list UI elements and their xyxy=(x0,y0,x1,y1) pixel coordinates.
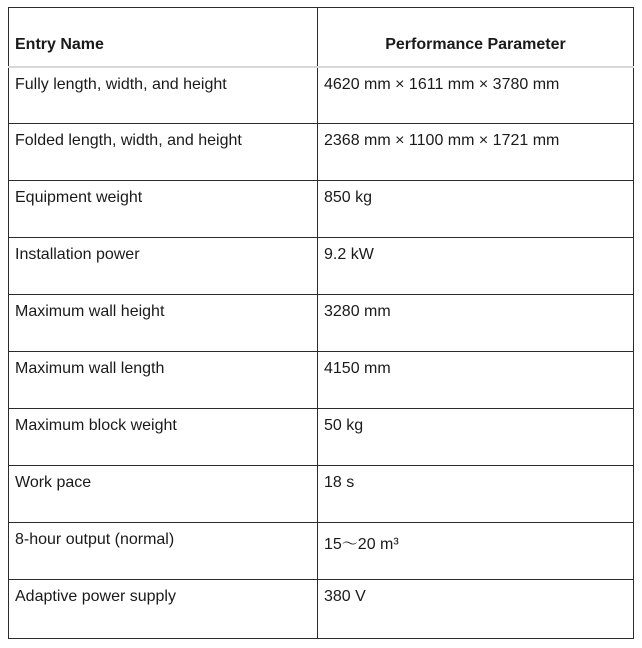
parameter-cell: 850 kg xyxy=(318,181,634,238)
entry-name-cell: Fully length, width, and height xyxy=(9,67,318,124)
parameter-cell: 18 s xyxy=(318,466,634,523)
table-row xyxy=(9,580,634,639)
table-row xyxy=(9,238,634,295)
header-row xyxy=(9,8,634,67)
entry-name-cell: Equipment weight xyxy=(9,181,318,238)
parameter-cell: 9.2 kW xyxy=(318,238,634,295)
table-row xyxy=(9,181,634,238)
entry-name-cell: Installation power xyxy=(9,238,318,295)
parameter-cell: 4620 mm × 1611 mm × 3780 mm xyxy=(318,67,634,124)
entry-name-cell: Work pace xyxy=(9,466,318,523)
table-row xyxy=(9,67,634,124)
parameter-cell: 15～20 m³ xyxy=(318,523,634,580)
spec-table xyxy=(8,7,634,639)
entry-name-cell: 8-hour output (normal) xyxy=(9,523,318,580)
entry-name-cell: Maximum block weight xyxy=(9,409,318,466)
parameter-cell: 50 kg xyxy=(318,409,634,466)
parameter-cell: 3280 mm xyxy=(318,295,634,352)
parameter-cell: 4150 mm xyxy=(318,352,634,409)
parameter-cell: 2368 mm × 1100 mm × 1721 mm xyxy=(318,124,634,181)
entry-name-cell: Maximum wall length xyxy=(9,352,318,409)
parameter-cell: 380 V xyxy=(318,580,634,639)
table-row xyxy=(9,523,634,580)
table-row xyxy=(9,466,634,523)
table-header xyxy=(9,8,634,67)
column-header-entry-name: Entry Name xyxy=(9,8,318,67)
column-header-performance-parameter: Performance Parameter xyxy=(318,8,634,67)
table-row xyxy=(9,295,634,352)
table-row xyxy=(9,352,634,409)
table-row xyxy=(9,124,634,181)
entry-name-cell: Adaptive power supply xyxy=(9,580,318,639)
entry-name-cell: Maximum wall height xyxy=(9,295,318,352)
entry-name-cell: Folded length, width, and height xyxy=(9,124,318,181)
table-row xyxy=(9,409,634,466)
table-body xyxy=(9,67,634,639)
